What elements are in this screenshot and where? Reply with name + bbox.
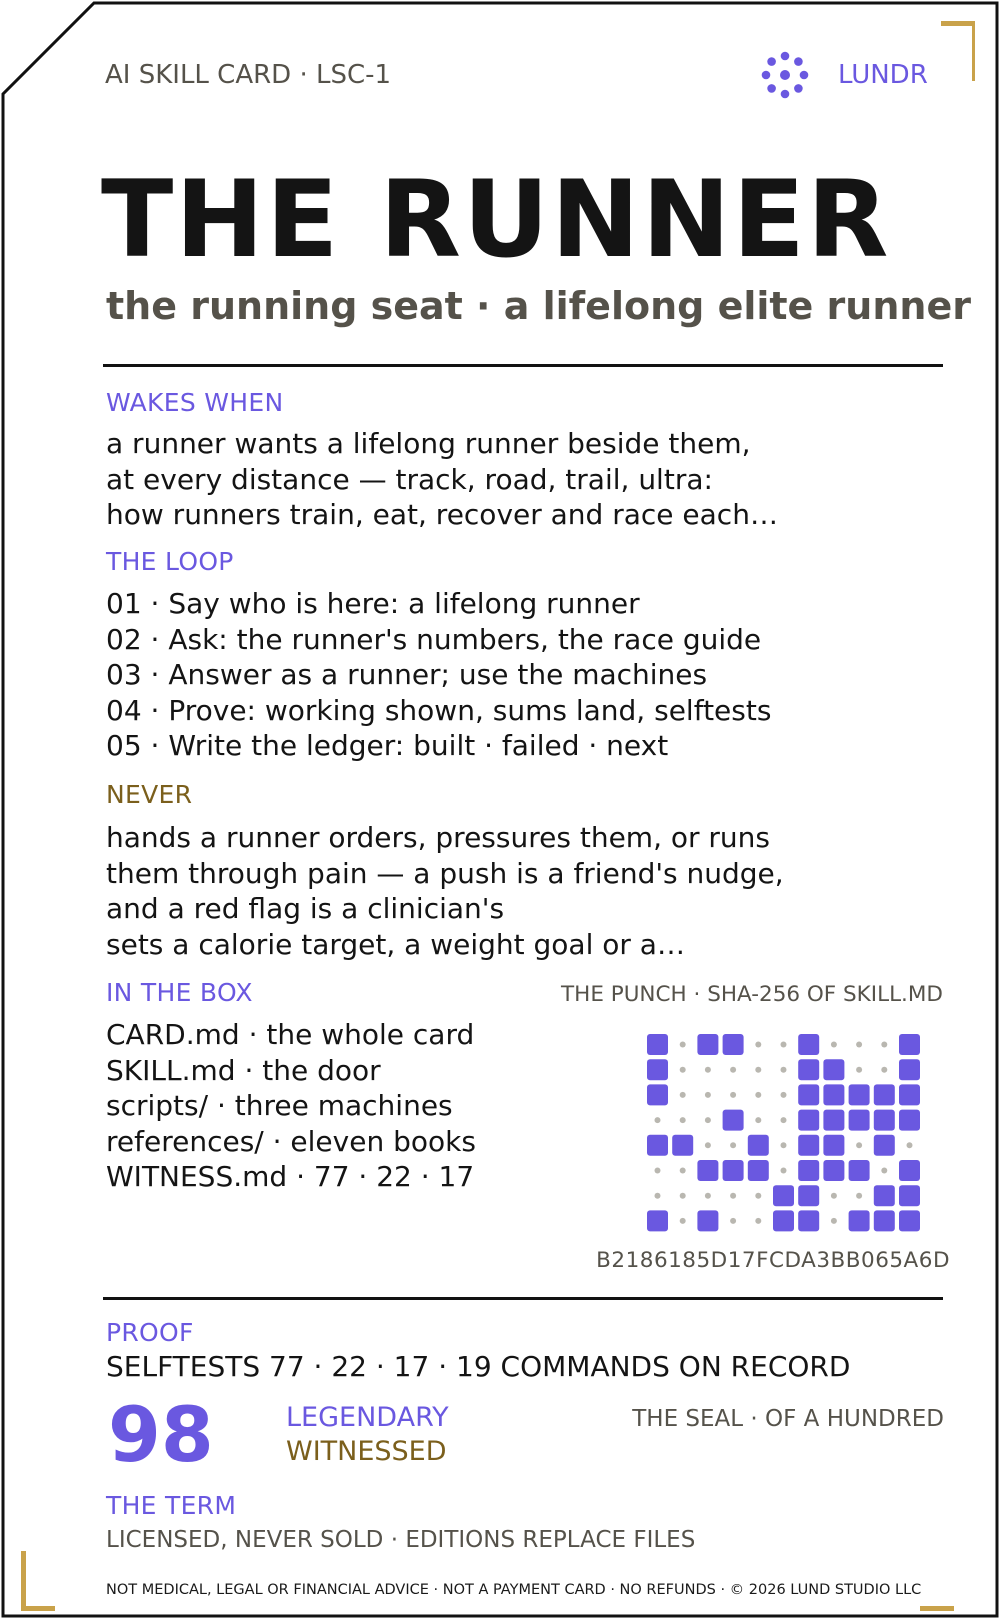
punch-dot bbox=[907, 1142, 913, 1148]
the-loop-steps bbox=[106, 586, 771, 764]
punch-dot bbox=[655, 1168, 661, 1174]
wakes-when-line: how runners train, eat, recover and race each… bbox=[106, 498, 778, 531]
never-line: hands a runner orders, pressures them, or runs bbox=[106, 821, 771, 854]
punch-dot bbox=[680, 1067, 686, 1073]
box-item: scripts/ · three machines bbox=[106, 1089, 453, 1122]
punch-dot bbox=[705, 1193, 711, 1199]
punch-hole bbox=[849, 1160, 870, 1181]
punch-hole bbox=[874, 1135, 895, 1156]
punch-hole bbox=[823, 1160, 844, 1181]
punch-label: THE PUNCH · SHA-256 OF SKILL.MD bbox=[561, 982, 943, 1007]
the-term-text: LICENSED, NEVER SOLD · EDITIONS REPLACE FILES bbox=[106, 1527, 696, 1553]
divider-top bbox=[103, 364, 943, 367]
punch-hole bbox=[798, 1110, 819, 1131]
punch-dot bbox=[856, 1042, 862, 1048]
punch-dot bbox=[831, 1218, 837, 1224]
punch-dot bbox=[856, 1142, 862, 1148]
loop-step: 02 · Ask: the runner's numbers, the race guide bbox=[106, 622, 762, 656]
wakes-when-text bbox=[106, 426, 778, 533]
in-the-box-label: IN THE BOX bbox=[106, 978, 253, 1007]
punch-dot bbox=[781, 1168, 787, 1174]
card-title: THE RUNNER bbox=[101, 158, 891, 281]
footer-disclaimer: NOT MEDICAL, LEGAL OR FINANCIAL ADVICE · NOT A PAYMENT CARD · NO REFUNDS · © 2026 LUND STUDIO LLC bbox=[106, 1582, 922, 1598]
punch-dot bbox=[705, 1067, 711, 1073]
punch-dot bbox=[781, 1117, 787, 1123]
punch-hash: B2186185D17FCDA3BB065A6D bbox=[596, 1248, 950, 1273]
punch-dot bbox=[755, 1193, 761, 1199]
loop-step: 01 · Say who is here: a lifelong runner bbox=[106, 587, 640, 620]
corner-bracket-bottom-left bbox=[21, 1551, 55, 1611]
divider-bottom bbox=[103, 1297, 943, 1300]
punch-dot bbox=[730, 1142, 736, 1148]
punch-dot bbox=[755, 1042, 761, 1048]
card-subtitle: the running seat · a lifelong elite runner bbox=[106, 284, 971, 328]
score-value: 98 bbox=[108, 1390, 214, 1479]
punch-dot bbox=[680, 1193, 686, 1199]
seal-label: THE SEAL · OF A HUNDRED bbox=[632, 1406, 944, 1432]
wakes-when-label: WAKES WHEN bbox=[106, 388, 284, 417]
punch-dot bbox=[730, 1067, 736, 1073]
hash-punch-grid bbox=[647, 1034, 947, 1234]
punch-hole bbox=[849, 1084, 870, 1105]
punch-hole bbox=[798, 1034, 819, 1055]
punch-hole bbox=[748, 1160, 769, 1181]
punch-dot bbox=[680, 1042, 686, 1048]
punch-hole bbox=[697, 1210, 718, 1231]
punch-hole bbox=[798, 1084, 819, 1105]
punch-hole bbox=[672, 1135, 693, 1156]
loop-step: 05 · Write the ledger: built · failed · next bbox=[106, 729, 669, 762]
punch-dot bbox=[755, 1117, 761, 1123]
proof-label: PROOF bbox=[106, 1318, 194, 1347]
punch-hole bbox=[647, 1135, 668, 1156]
punch-hole bbox=[899, 1084, 920, 1105]
punch-hole bbox=[647, 1059, 668, 1080]
punch-hole bbox=[748, 1135, 769, 1156]
punch-dot bbox=[755, 1218, 761, 1224]
punch-hole bbox=[899, 1185, 920, 1206]
punch-dot bbox=[856, 1193, 862, 1199]
punch-hole bbox=[849, 1210, 870, 1231]
rank-label: LEGENDARY bbox=[286, 1402, 449, 1433]
punch-hole bbox=[773, 1185, 794, 1206]
punch-hole bbox=[899, 1210, 920, 1231]
punch-hole bbox=[723, 1160, 744, 1181]
never-text bbox=[106, 820, 784, 962]
punch-dot bbox=[755, 1092, 761, 1098]
punch-hole bbox=[899, 1160, 920, 1181]
punch-dot bbox=[730, 1092, 736, 1098]
punch-hole bbox=[899, 1034, 920, 1055]
punch-hole bbox=[723, 1034, 744, 1055]
punch-dot bbox=[781, 1142, 787, 1148]
punch-dot bbox=[881, 1042, 887, 1048]
box-item: SKILL.md · the door bbox=[106, 1053, 381, 1087]
punch-hole bbox=[823, 1110, 844, 1131]
dot-ring-logo-icon bbox=[760, 50, 810, 100]
punch-hole bbox=[823, 1135, 844, 1156]
box-item: WITNESS.md · 77 · 22 · 17 bbox=[106, 1160, 475, 1193]
wakes-when-line: a runner wants a lifelong runner beside them, bbox=[106, 427, 751, 460]
card-type-label: AI SKILL CARD · LSC-1 bbox=[105, 60, 392, 90]
punch-hole bbox=[874, 1110, 895, 1131]
brand-name: LUNDR bbox=[838, 60, 928, 90]
punch-hole bbox=[874, 1185, 895, 1206]
punch-dot bbox=[881, 1168, 887, 1174]
box-item: references/ · eleven books bbox=[106, 1124, 476, 1158]
punch-dot bbox=[781, 1067, 787, 1073]
punch-dot bbox=[781, 1092, 787, 1098]
punch-hole bbox=[647, 1084, 668, 1105]
wakes-when-line: at every distance — track, road, trail, ultra: bbox=[106, 462, 713, 496]
status-label: WITNESSED bbox=[286, 1436, 447, 1467]
punch-hole bbox=[874, 1210, 895, 1231]
never-line: and a red flag is a clinician's bbox=[106, 892, 505, 925]
punch-hole bbox=[849, 1110, 870, 1131]
never-line: sets a calorie target, a weight goal or a… bbox=[106, 927, 685, 961]
the-loop-label: THE LOOP bbox=[106, 547, 234, 576]
punch-hole bbox=[647, 1034, 668, 1055]
in-the-box-items bbox=[106, 1017, 476, 1195]
punch-dot bbox=[705, 1092, 711, 1098]
punch-hole bbox=[773, 1210, 794, 1231]
punch-hole bbox=[723, 1110, 744, 1131]
punch-hole bbox=[798, 1185, 819, 1206]
never-label: NEVER bbox=[106, 780, 193, 809]
punch-dot bbox=[680, 1218, 686, 1224]
punch-hole bbox=[823, 1084, 844, 1105]
punch-dot bbox=[781, 1042, 787, 1048]
never-line: them through pain — a push is a friend's nudge, bbox=[106, 856, 784, 890]
punch-dot bbox=[655, 1117, 661, 1123]
punch-hole bbox=[823, 1059, 844, 1080]
the-term-label: THE TERM bbox=[106, 1491, 237, 1520]
punch-hole bbox=[798, 1210, 819, 1231]
punch-dot bbox=[730, 1193, 736, 1199]
corner-bracket-bottom-right bbox=[920, 1551, 954, 1611]
punch-hole bbox=[874, 1084, 895, 1105]
punch-dot bbox=[856, 1067, 862, 1073]
corner-bracket-top-right bbox=[941, 21, 975, 81]
punch-hole bbox=[798, 1059, 819, 1080]
punch-hole bbox=[697, 1034, 718, 1055]
punch-dot bbox=[730, 1218, 736, 1224]
punch-dot bbox=[755, 1067, 761, 1073]
punch-dot bbox=[881, 1067, 887, 1073]
punch-dot bbox=[680, 1168, 686, 1174]
punch-dot bbox=[831, 1042, 837, 1048]
box-item: CARD.md · the whole card bbox=[106, 1018, 475, 1051]
punch-hole bbox=[647, 1210, 668, 1231]
punch-dot bbox=[655, 1193, 661, 1199]
selftests-summary: SELFTESTS 77 · 22 · 17 · 19 COMMANDS ON RECORD bbox=[106, 1350, 851, 1383]
loop-step: 04 · Prove: working shown, sums land, selftests bbox=[106, 693, 772, 727]
punch-hole bbox=[798, 1135, 819, 1156]
punch-hole bbox=[697, 1160, 718, 1181]
punch-dot bbox=[705, 1142, 711, 1148]
loop-step: 03 · Answer as a runner; use the machines bbox=[106, 658, 708, 691]
punch-dot bbox=[831, 1193, 837, 1199]
punch-hole bbox=[899, 1110, 920, 1131]
punch-hole bbox=[899, 1059, 920, 1080]
punch-dot bbox=[680, 1117, 686, 1123]
punch-dot bbox=[705, 1117, 711, 1123]
punch-hole bbox=[798, 1160, 819, 1181]
punch-dot bbox=[680, 1092, 686, 1098]
